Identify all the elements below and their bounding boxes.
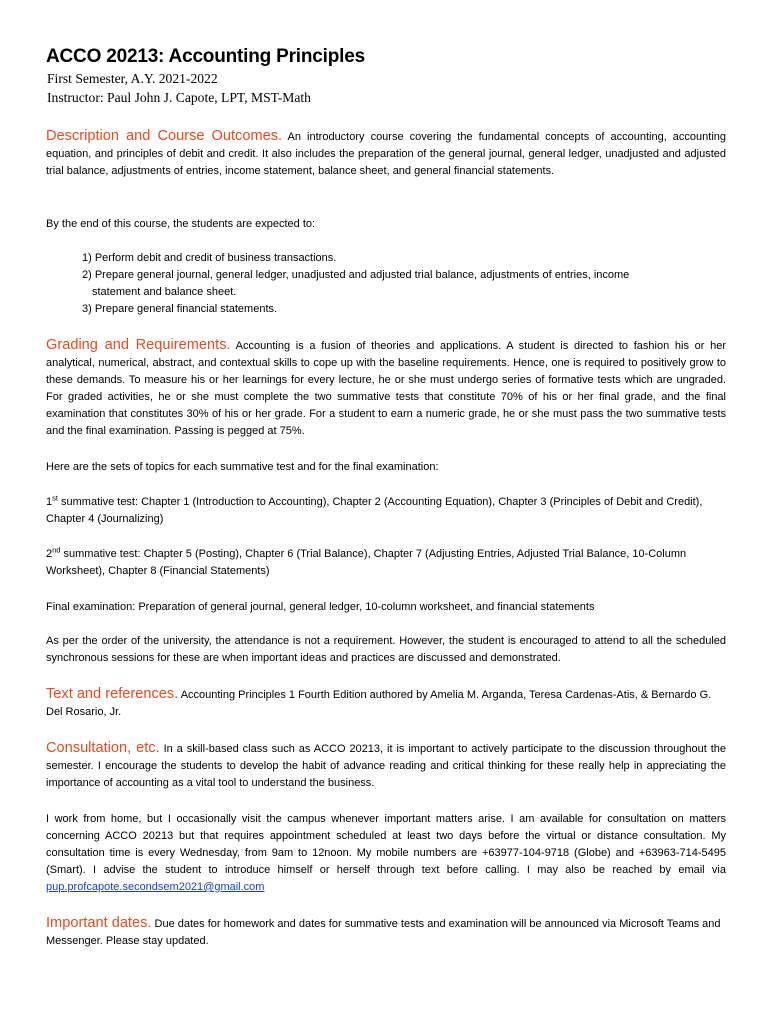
grading-text: Accounting is a fusion of theories and applications. A student is directed to fashion his or her analytical, numerical, abstract, and contextual skills to cope up with the baseline requirements. Hence, one is required to positively grow to these demands. To measure his or her learnings for every lecture, he or she must undergo series of formative tests which are ungraded. For graded activities, he or she must complete the two summative tests that constitute 70% of his or her final grade, and the final examination that constitutes 30% of his or her grade. For a student to earn a numeric grade, he or she must pass the two summative tests and the final examination. Passing is pegged at 75%. (46, 340, 727, 437)
outcomes-list (46, 250, 726, 318)
references-text: Accounting Principles 1 Fourth Edition authored by Amelia M. Arganda, Teresa Cardenas-Atis, & Bernardo G. Del Rosario, Jr. (46, 689, 712, 718)
test-number: 1 (46, 496, 53, 508)
outcomes-intro: By the end of this course, the students are expected to: (46, 218, 316, 230)
description-text: An introductory course covering the fundamental concepts of accounting, accounting equation, and principles of debit and credit. It also includes the preparation of the general journal, general ledger, unadjusted and adjusted trial balance, adjustments of entries, income statement, balance sheet, and general financial statements. (46, 131, 726, 177)
important-dates-text: Due dates for homework and dates for summative tests and examination will be announced via Microsoft Teams and Messenger. Please stay updated. (46, 918, 721, 947)
test-number: 2 (46, 548, 53, 560)
test-topics: summative test: Chapter 1 (Introduction to Accounting), Chapter 2 (Accounting Equation), Chapter 3 (Principles of Debit and Credit), Chapter 4 (Journalizing) (46, 496, 703, 525)
important-dates-heading: Important dates. (46, 915, 152, 931)
description-paragraph (46, 128, 726, 180)
test-topics: summative test: Chapter 5 (Posting), Chapter 6 (Trial Balance), Chapter 7 (Adjusting Entries, Adjusted Trial Balance, 10-Column Worksheet), Chapter 8 (Financial Statements) (46, 548, 687, 577)
outcome-item: 1) Perform debit and credit of business transactions. (82, 252, 337, 264)
outcome-item: 3) Prepare general financial statements. (82, 303, 278, 315)
important-dates-paragraph (46, 915, 726, 950)
instructor-line: Instructor: Paul John J. Capote, LPT, MST-Math (47, 90, 311, 105)
outcome-item-continuation: statement and balance sheet. (92, 286, 237, 298)
second-summative-test (46, 546, 726, 580)
page-title: ACCO 20213: Accounting Principles (46, 46, 365, 67)
semester-line: First Semester, A.Y. 2021-2022 (47, 71, 218, 86)
ordinal-suffix: st (52, 493, 58, 503)
final-examination-topics: Final examination: Preparation of general journal, general ledger, 10-column worksheet, and financial statements (46, 601, 595, 613)
references-heading: Text and references. (46, 686, 179, 702)
references-paragraph (46, 686, 726, 721)
consultation-details-text: I work from home, but I occasionally visit the campus whenever important matters arise. I am available for consultation on matters concerning ACCO 20213 but that requires appointment scheduled at least two days before the virtual or distance consultation. My consultation time is every Wednesday, from 9am to 12noon. My mobile numbers are +63977-104-9718 (Globe) and +63963-714-5495 (Smart). I advise the student to introduce himself or herself through text before calling. I may also be reached by email via (46, 813, 726, 876)
description-heading: Description and Course Outcomes. (46, 128, 283, 144)
topics-intro: Here are the sets of topics for each summative test and for the final examination: (46, 461, 439, 473)
grading-paragraph (46, 337, 726, 440)
consultation-text: In a skill-based class such as ACCO 20213, it is important to actively participate to the discussion throughout the semester. I encourage the students to develop the habit of advance reading and critical thinking for these really help in appreciating the importance of accounting as a vital tool to understand the business. (46, 743, 726, 789)
email-link[interactable]: pup.profcapote.secondsem2021@gmail.com (46, 881, 265, 893)
consultation-details (46, 811, 726, 896)
outcome-item: 2) Prepare general journal, general ledger, unadjusted and adjusted trial balance, adjustments of entries, income (82, 269, 630, 281)
consultation-paragraph (46, 740, 726, 792)
first-summative-test (46, 494, 726, 528)
grading-heading: Grading and Requirements. (46, 337, 231, 353)
attendance-paragraph: As per the order of the university, the attendance is not a requirement. However, the student is encouraged to attend to all the scheduled synchronous sessions for these are when important ideas and practices are discussed and demonstrated. (46, 635, 726, 664)
ordinal-suffix: nd (52, 545, 61, 555)
consultation-heading: Consultation, etc. (46, 740, 160, 756)
